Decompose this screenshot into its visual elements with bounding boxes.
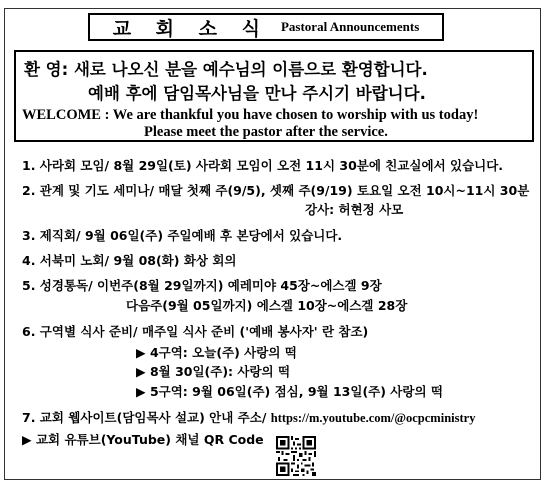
welcome-english-line2: Please meet the pastor after the service. — [144, 124, 388, 140]
title-box — [88, 13, 444, 41]
item-1: 1. 사라회 모임/ 8월 29일(토) 사라회 모임이 오전 11시 30분에 친교실에서 있습니다. — [22, 158, 504, 173]
item-6-sub3: ▶ 5구역: 9월 06일(주) 점심, 9월 13일(주) 사랑의 떡 — [136, 384, 443, 399]
item-7-label: 7. 교회 웹사이트(담임목사 설교) 안내 주소/ — [22, 410, 267, 425]
welcome-english-line1: WELCOME : We are thankful you have chosen to worship with us today! — [22, 107, 479, 123]
item-5-line2: 다음주(9월 05일까지) 에스겔 10장~에스겔 28장 — [126, 298, 408, 313]
item-3: 3. 제직회/ 9월 06일(주) 주일예배 후 본당에서 있습니다. — [22, 228, 343, 243]
welcome-box — [14, 50, 534, 142]
item-6-sub2: ▶ 8월 30일(주): 사랑의 떡 — [136, 364, 291, 379]
item-5-line1: 5. 성경통독/ 이번주(8월 29일까지) 예레미야 45장~에스겔 9장 — [22, 278, 382, 293]
item-7-line1 — [22, 408, 475, 426]
item-2-line2: 강사: 허현정 사모 — [305, 202, 404, 217]
welcome-korean-line2: 예배 후에 담임목사님을 만나 주시기 바랍니다. — [88, 84, 426, 103]
qr-code-icon[interactable] — [276, 436, 316, 476]
title-english: Pastoral Announcements — [280, 19, 420, 34]
welcome-korean-line1: 환 영: 새로 나오신 분을 예수님의 이름으로 환영합니다. — [24, 60, 428, 79]
item-6: 6. 구역별 식사 준비/ 매주일 식사 준비 ('예배 봉사자' 란 참조) — [22, 324, 369, 339]
website-url-link[interactable]: https://m.youtube.com/@ocpcministry — [270, 411, 476, 425]
item-4: 4. 서북미 노회/ 9월 08(화) 화상 회의 — [22, 253, 237, 268]
item-7-line2: ▶ 교회 유튜브(YouTube) 채널 QR Code — [22, 432, 264, 447]
item-6-sub1: ▶ 4구역: 오늘(주) 사랑의 떡 — [136, 345, 297, 360]
title-korean: 교 회 소 식 — [112, 17, 269, 40]
item-2-line1: 2. 관계 및 기도 세미나/ 매달 첫째 주(9/5), 셋째 주(9/19) 토요일 오전 10시~11시 30분 — [22, 183, 530, 198]
